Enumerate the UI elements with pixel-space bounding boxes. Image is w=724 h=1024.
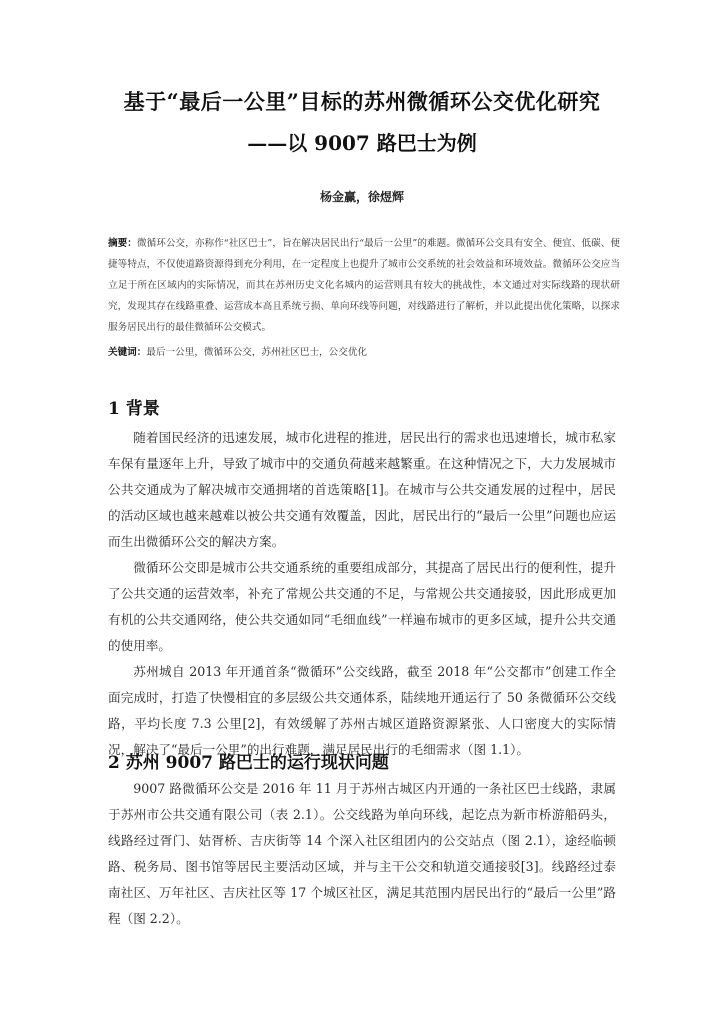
abstract (108, 233, 620, 338)
paper-title: 基于“最后一公里”目标的苏州微循环公交优化研究 (123, 89, 601, 114)
abstract-label: 摘要： (108, 238, 137, 249)
abstract-text: 微循环公交，亦称作“社区巴士”，旨在解决居民出行“最后一公里”的难题。微循环公交具有安全、便宜、低碳、便捷等特点，不仅使道路资源得到充分利用，在一定程度上也提升了城市公交系统的社会效益和环境效益。微循环公交应当立足于所在区域内的实际情况，而其在苏州历史文化名城内的运营则具有较大的挑战性，本文通过对实际线路的现状研究，发现其存在线路重叠、运营成本高且系统亏损、单向环线等问题，对线路进行了解析，并以此提出优化策略，以探求服务居民出行的最佳微循环公交模式。 (108, 238, 620, 333)
paragraph: 9007 路微循环公交是 2016 年 11 月于苏州古城区内开通的一条社区巴士线路，隶属于苏州市公共交通有限公司（表 2.1）。公交线路为单向环线，起讫点为新市桥游船码头，线路经过胥门、姑胥桥、吉庆街等 14 个深入社区组团内的公交站点（图 2.1），途经临顿路、税务局、图书馆等居民主要活动区域，并与主干公交和轨道交通接驳[3]。线路经过泰南社区、万年社区、吉庆社区等 17 个城区社区，满足其范围内居民出行的“最后一公里”路程（图 2.2）。 (108, 781, 616, 926)
paragraph: 随着国民经济的迅速发展，城市化进程的推进，居民出行的需求也迅速增长，城市私家车保有量逐年上升，导致了城市中的交通负荷越来越繁重。在这种情况之下，大力发展城市公共交通成为了解决城市交通拥堵的首选策略[1]。在城市与公共交通发展的过程中，居民的活动区域也越来越难以被公共交通有效覆盖，因此，居民出行的“最后一公里”问题也应运而生出微循环公交的解决方案。 (108, 430, 616, 549)
keywords-text: 最后一公里，微循环公交，苏州社区巴士，公交优化 (146, 347, 368, 358)
keywords-label: 关键词： (108, 347, 147, 358)
paper-authors: 杨金赢，徐煜辉 (319, 190, 404, 204)
keywords (108, 345, 620, 361)
section-heading-background: 1 背景 (108, 399, 160, 419)
section-heading-status: 2 苏州 9007 路巴士的运行现状问题 (108, 753, 389, 773)
paragraph: 苏州城自 2013 年开通首条“微循环”公交线路，截至 2018 年“公交都市”创建工作全面完成时，打造了快慢相宜的多层级公共交通体系，陆续地开通运行了 50 条微循环公交线路，平均长度 7.3 公里[2]，有效缓解了苏州古城区道路资源紧张、人口密度大的实际情况，解决了“最后一公里”的出行难题，满足居民出行的毛细需求（图 1.1）。 (108, 664, 616, 757)
paper-subtitle: ——以 9007 路巴士为例 (247, 131, 477, 155)
paragraph: 微循环公交即是城市公共交通系统的重要组成部分，其提高了居民出行的便利性，提升了公共交通的运营效率，补充了常规公共交通的不足，与常规公共交通接驳，因此形成更加有机的公共交通网络，使公共交通如同“毛细血线”一样遍布城市的更多区域，提升公共交通的使用率。 (108, 560, 616, 653)
section-body-status (108, 776, 616, 932)
section-body-background (108, 425, 616, 763)
